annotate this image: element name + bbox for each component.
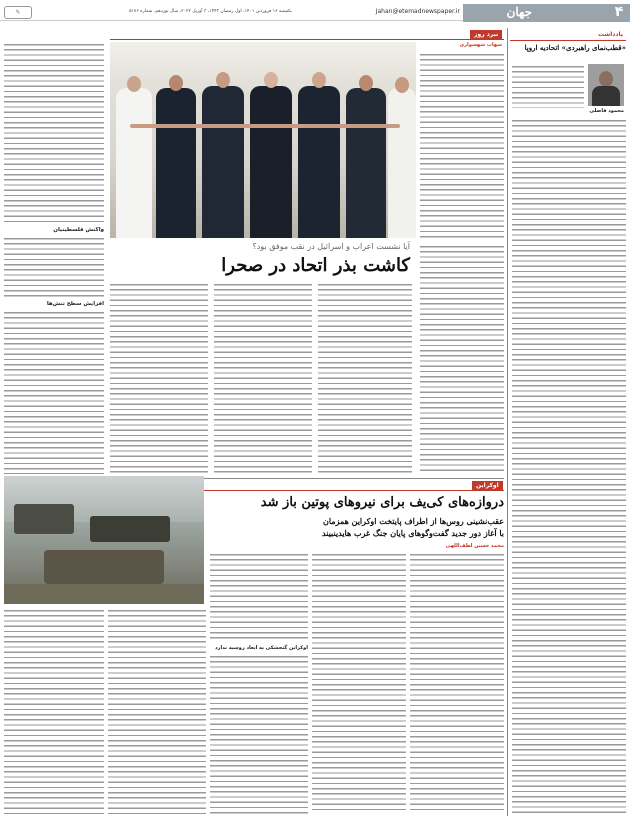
ukraine-col-3b bbox=[210, 654, 308, 814]
subhead-palestinians: واکنش فلسطینیان bbox=[53, 227, 104, 233]
ukraine-headline: دروازه‌های کی‌یف برای نیروهای پوتین باز شد bbox=[260, 495, 504, 510]
tank-photo bbox=[4, 476, 204, 604]
ukraine-subheadline-1: عقب‌نشینی روس‌ها از اطراف پایتخت اوکراین همزمان bbox=[322, 516, 504, 526]
note-text-top bbox=[512, 64, 584, 108]
lead-col-2 bbox=[318, 282, 412, 474]
ukraine-byline: محمد حسین لطف‌اللهی bbox=[445, 543, 504, 549]
lead-col-4 bbox=[110, 282, 208, 474]
lead-section-label: نبرد روز bbox=[470, 30, 502, 39]
note-rule bbox=[510, 40, 626, 41]
note-title: «قطب‌نمای راهبردی» اتحادیه اروپا bbox=[524, 43, 626, 52]
email-address: Jahan@etemadnewspaper.ir bbox=[375, 8, 460, 15]
ukraine-col-2 bbox=[312, 552, 406, 814]
left-col-text-1 bbox=[4, 42, 104, 226]
note-author: محمود فاضلی bbox=[589, 108, 624, 114]
ukraine-col-4 bbox=[108, 608, 206, 814]
author-photo bbox=[588, 64, 624, 106]
left-col-text-2 bbox=[4, 236, 104, 298]
subhead-tensions: افزایش سطح تنش‌ها bbox=[46, 301, 104, 307]
summit-photo bbox=[110, 42, 416, 238]
lead-col-1 bbox=[420, 244, 504, 474]
newspaper-logo-icon: ✎ bbox=[4, 6, 32, 19]
note-label: یادداشت bbox=[598, 31, 623, 38]
page-number: ۴ bbox=[614, 4, 624, 20]
lead-headline: کاشت بذر اتحاد در صحرا bbox=[221, 255, 410, 276]
ukraine-col-3 bbox=[210, 552, 308, 642]
lead-rule bbox=[110, 39, 504, 40]
section-logo: جهان bbox=[506, 5, 532, 19]
lead-byline: شهاب شهسواری bbox=[459, 42, 502, 48]
ukraine-inline-subhead: اوکراین گنجشکی به ابعاد روسیه ندارد bbox=[215, 645, 308, 651]
lead-kicker: آیا نشست اعراب و اسرائیل در نقب موفق بود؟ bbox=[252, 242, 410, 251]
date-line: یکشنبه ۱۶ فروردین ۱۴۰۱، اول رمضان ۱۴۴۳، ۳ آوریل ۲۰۲۲، سال نوزدهم، شماره ۵۱۷۶ bbox=[129, 9, 292, 14]
lead-col-3 bbox=[214, 282, 312, 474]
left-col-text-3 bbox=[4, 310, 104, 474]
column-divider bbox=[507, 28, 508, 816]
note-text bbox=[512, 118, 626, 814]
ukraine-col-1 bbox=[410, 552, 504, 814]
lead-intro-text bbox=[420, 52, 504, 238]
ukraine-subheadline-2: با آغاز دور جدید گفت‌وگوهای پایان جنگ غرب هایدینبیند bbox=[322, 528, 504, 538]
ukraine-section-label: اوکراین bbox=[472, 481, 503, 490]
ukraine-col-5 bbox=[4, 608, 104, 814]
